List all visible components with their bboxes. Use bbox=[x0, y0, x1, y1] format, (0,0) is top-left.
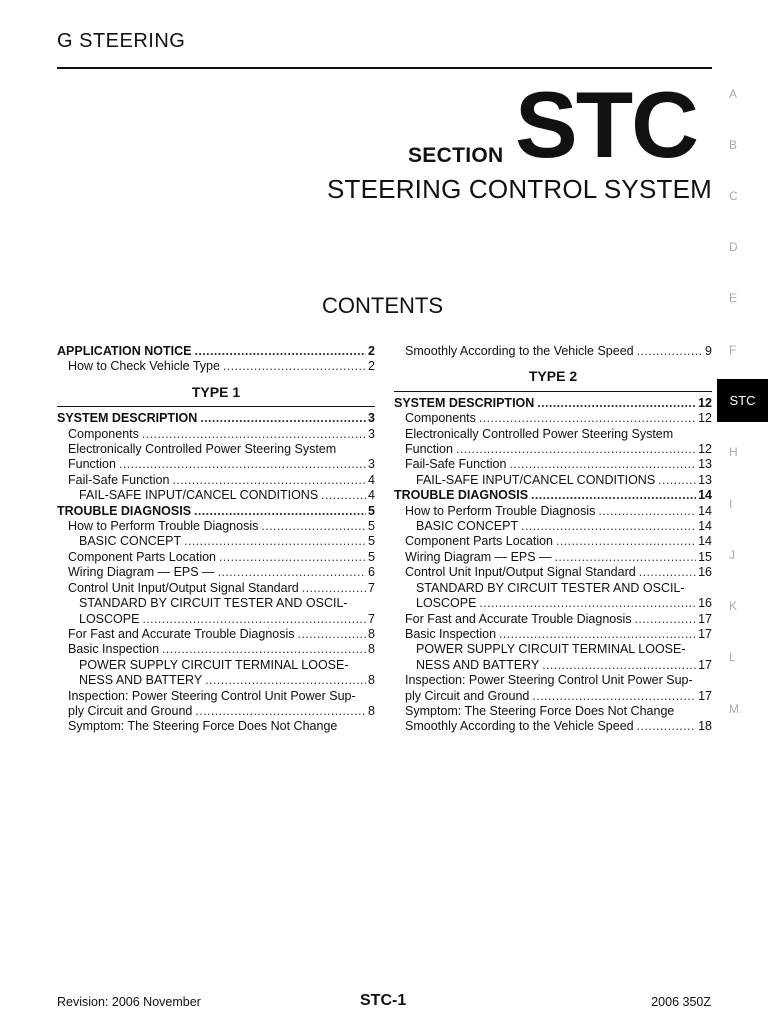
toc-entry-title: LOSCOPE bbox=[79, 611, 140, 626]
toc-page-number: 13 bbox=[698, 457, 712, 472]
toc-left-column bbox=[57, 344, 375, 735]
toc-entry-trouble-diagnosis[interactable] bbox=[394, 488, 712, 503]
toc-page-number: 17 bbox=[698, 688, 712, 703]
toc-entry-how-to-check[interactable] bbox=[57, 359, 375, 374]
leader-dots bbox=[142, 612, 366, 627]
toc-entry-title: BASIC CONCEPT bbox=[416, 519, 519, 534]
toc-entry-power-supply-battery[interactable] bbox=[57, 673, 375, 688]
index-tab-c[interactable]: C bbox=[729, 189, 738, 203]
toc-entry-title: TROUBLE DIAGNOSIS bbox=[394, 488, 529, 503]
leader-dots bbox=[637, 344, 703, 359]
toc-entry-title: BASIC CONCEPT bbox=[79, 534, 182, 549]
toc-entry-title: How to Perform Trouble Diagnosis bbox=[405, 503, 596, 518]
leader-dots bbox=[321, 488, 366, 503]
toc-page-number: 6 bbox=[368, 565, 375, 580]
toc-page-number: 5 bbox=[368, 503, 375, 518]
toc-page-number: 2 bbox=[368, 359, 375, 374]
leader-dots bbox=[499, 627, 696, 642]
toc-page-number: 7 bbox=[368, 580, 375, 595]
toc-entry-application-notice[interactable] bbox=[57, 344, 375, 359]
toc-entry-title: Basic Inspection bbox=[405, 626, 497, 641]
toc-entry-fail-safe-function[interactable] bbox=[57, 473, 375, 488]
leader-dots bbox=[302, 581, 366, 596]
toc-right-column bbox=[394, 344, 712, 735]
toc-entry-title: SYSTEM DESCRIPTION bbox=[394, 395, 535, 410]
toc-entry-how-to-perform[interactable] bbox=[394, 504, 712, 519]
toc-entry-wiring-diagram[interactable] bbox=[394, 550, 712, 565]
section-code: STC bbox=[515, 72, 697, 177]
toc-page-number: 4 bbox=[368, 472, 375, 487]
index-tab-m[interactable]: M bbox=[729, 702, 739, 716]
toc-entry-fail-safe-conditions[interactable] bbox=[57, 488, 375, 503]
toc-entry-title: Control Unit Input/Output Signal Standard bbox=[405, 565, 636, 580]
leader-dots bbox=[261, 519, 366, 534]
toc-entry-title: Fail-Safe Function bbox=[405, 457, 507, 472]
leader-dots bbox=[142, 427, 366, 442]
toc-entry-title: Components bbox=[405, 411, 476, 426]
toc-page-number: 7 bbox=[368, 611, 375, 626]
toc-page-number: 14 bbox=[698, 534, 712, 549]
toc-entry-title: Function bbox=[405, 442, 453, 457]
toc-entry-standard-loscope[interactable] bbox=[394, 596, 712, 611]
toc-entry-system-description[interactable] bbox=[394, 396, 712, 411]
index-tab-a[interactable]: A bbox=[729, 87, 738, 101]
toc-entry-title: Fail-Safe Function bbox=[68, 472, 170, 487]
toc-entry-title: NESS AND BATTERY bbox=[79, 673, 203, 688]
toc-entry-inspection-ground[interactable] bbox=[394, 689, 712, 704]
toc-entry-title: Smoothly According to the Vehicle Speed bbox=[405, 344, 634, 358]
header-divider bbox=[57, 67, 712, 69]
toc-entry-ecps-function[interactable] bbox=[394, 442, 712, 457]
type-heading: TYPE 1 bbox=[57, 385, 375, 407]
toc-page-number: 14 bbox=[698, 503, 712, 518]
toc-entry-inspection-line[interactable]: Inspection: Power Steering Control Unit Power Sup- bbox=[405, 673, 693, 688]
leader-dots bbox=[479, 411, 696, 426]
toc-entry-standard-loscope[interactable] bbox=[57, 612, 375, 627]
toc-entry-title: Component Parts Location bbox=[405, 534, 554, 549]
footer-model: 2006 350Z bbox=[651, 995, 711, 1009]
toc-entry-title: Basic Inspection bbox=[68, 642, 160, 657]
leader-dots bbox=[555, 550, 697, 565]
contents-title: CONTENTS bbox=[322, 293, 443, 318]
toc-entry-title: Function bbox=[68, 457, 116, 472]
toc-page-number: 12 bbox=[698, 411, 712, 426]
toc-entry-title: ply Circuit and Ground bbox=[405, 688, 530, 703]
toc-entry-symptom-speed[interactable] bbox=[394, 719, 712, 734]
toc-entry-basic-inspection[interactable] bbox=[57, 642, 375, 657]
toc-entry-title: FAIL-SAFE INPUT/CANCEL CONDITIONS bbox=[416, 472, 656, 487]
leader-dots bbox=[509, 457, 696, 472]
toc-entry-component-parts[interactable] bbox=[394, 534, 712, 549]
section-name: STEERING CONTROL SYSTEM bbox=[326, 174, 712, 204]
toc-page-number: 5 bbox=[368, 534, 375, 549]
index-tab-f[interactable]: F bbox=[729, 343, 737, 357]
toc-entry-title: Components bbox=[68, 426, 139, 441]
leader-dots bbox=[532, 689, 696, 704]
leader-dots bbox=[456, 442, 696, 457]
toc-entry-title: For Fast and Accurate Trouble Diagnosis bbox=[68, 626, 295, 641]
toc-entry-component-parts[interactable] bbox=[57, 550, 375, 565]
toc-entry-title: FAIL-SAFE INPUT/CANCEL CONDITIONS bbox=[79, 488, 319, 503]
toc-entry-fail-safe-function[interactable] bbox=[394, 457, 712, 472]
leader-dots bbox=[298, 627, 367, 642]
toc-entry-components[interactable] bbox=[394, 411, 712, 426]
footer-revision: Revision: 2006 November bbox=[57, 995, 201, 1009]
toc-entry-components[interactable] bbox=[57, 427, 375, 442]
toc-page-number: 17 bbox=[698, 657, 712, 672]
leader-dots bbox=[542, 658, 696, 673]
index-tab-j[interactable]: J bbox=[729, 548, 735, 562]
toc-page-number: 14 bbox=[698, 488, 712, 503]
toc-entry-title: Control Unit Input/Output Signal Standard bbox=[68, 580, 299, 595]
toc-page-number: 5 bbox=[368, 519, 375, 534]
toc-entry-inspection-ground[interactable] bbox=[57, 704, 375, 719]
toc-page-number: 2 bbox=[368, 344, 375, 358]
toc-entry-inspection-line[interactable]: Inspection: Power Steering Control Unit Power Sup- bbox=[68, 688, 356, 703]
toc-entry-title: Component Parts Location bbox=[68, 549, 217, 564]
manual-group-title: G STEERING bbox=[57, 30, 186, 52]
leader-dots bbox=[184, 534, 366, 549]
toc-page-number: 12 bbox=[698, 395, 712, 410]
toc-entry-ecps-line[interactable]: Electronically Controlled Power Steering System bbox=[68, 442, 337, 457]
toc-page-number: 14 bbox=[698, 519, 712, 534]
toc-entry-how-to-perform[interactable] bbox=[57, 519, 375, 534]
leader-dots bbox=[162, 642, 366, 657]
leader-dots bbox=[219, 550, 366, 565]
toc-page-number: 12 bbox=[698, 442, 712, 457]
toc-entry-title: Wiring Diagram — EPS — bbox=[68, 565, 215, 580]
leader-dots bbox=[223, 359, 366, 374]
type-heading: TYPE 2 bbox=[394, 369, 712, 391]
leader-dots bbox=[598, 504, 696, 519]
toc-entry-basic-inspection[interactable] bbox=[394, 627, 712, 642]
leader-dots bbox=[205, 673, 366, 688]
leader-dots bbox=[172, 473, 366, 488]
toc-page-number: 8 bbox=[368, 642, 375, 657]
footer-page-number: STC-1 bbox=[360, 992, 407, 1009]
leader-dots bbox=[531, 488, 696, 503]
leader-dots bbox=[635, 612, 697, 627]
toc-entry-basic-concept[interactable] bbox=[394, 519, 712, 534]
toc-entry-power-supply-line[interactable]: POWER SUPPLY CIRCUIT TERMINAL LOOSE- bbox=[416, 642, 686, 657]
toc-entry-title: For Fast and Accurate Trouble Diagnosis bbox=[405, 611, 632, 626]
toc-page-number: 16 bbox=[698, 565, 712, 580]
toc-entry-title: ply Circuit and Ground bbox=[68, 703, 193, 718]
leader-dots bbox=[218, 565, 366, 580]
index-tab-h[interactable]: H bbox=[729, 445, 738, 459]
toc-entry-title: How to Perform Trouble Diagnosis bbox=[68, 519, 259, 534]
leader-dots bbox=[637, 719, 696, 734]
leader-dots bbox=[658, 473, 696, 488]
leader-dots bbox=[639, 565, 696, 580]
toc-page-number: 5 bbox=[368, 549, 375, 564]
toc-entry-control-unit-signal[interactable] bbox=[57, 581, 375, 596]
toc-entry-fast-accurate[interactable] bbox=[394, 612, 712, 627]
toc-entry-title: LOSCOPE bbox=[416, 596, 477, 611]
index-tab-i[interactable]: I bbox=[729, 497, 733, 511]
toc-page-number: 18 bbox=[698, 719, 712, 734]
leader-dots bbox=[556, 534, 696, 549]
toc-entry-fast-accurate[interactable] bbox=[57, 627, 375, 642]
leader-dots bbox=[119, 457, 366, 472]
toc-entry-control-unit-signal[interactable] bbox=[394, 565, 712, 580]
toc-entry-standard-line[interactable]: STANDARD BY CIRCUIT TESTER AND OSCIL- bbox=[416, 580, 685, 595]
leader-dots bbox=[200, 411, 366, 426]
leader-dots bbox=[194, 504, 366, 519]
toc-page-number: 4 bbox=[368, 488, 375, 503]
index-tab-e[interactable]: E bbox=[729, 291, 738, 305]
toc-entry-title: TROUBLE DIAGNOSIS bbox=[57, 503, 192, 518]
toc-entry-symptom-line[interactable]: Symptom: The Steering Force Does Not Change bbox=[68, 719, 338, 734]
toc-page-number: 15 bbox=[698, 549, 712, 564]
toc-entry-title: Smoothly According to the Vehicle Speed bbox=[405, 719, 634, 734]
toc-page-number: 3 bbox=[368, 426, 375, 441]
toc-entry-title: APPLICATION NOTICE bbox=[57, 344, 192, 358]
toc-entry-basic-concept[interactable] bbox=[57, 534, 375, 549]
toc-page-number: 17 bbox=[698, 611, 712, 626]
toc-entry-symptom-continued[interactable] bbox=[394, 344, 712, 359]
toc-entry-title: SYSTEM DESCRIPTION bbox=[57, 411, 198, 426]
leader-dots bbox=[195, 704, 366, 719]
toc-page-number: 3 bbox=[368, 411, 375, 426]
toc-page-number: 8 bbox=[368, 703, 375, 718]
index-tab-k[interactable]: K bbox=[729, 599, 738, 613]
toc-entry-title: How to Check Vehicle Type bbox=[68, 359, 220, 374]
toc-entry-title: NESS AND BATTERY bbox=[416, 657, 540, 672]
toc-page-number: 8 bbox=[368, 673, 375, 688]
index-tab-l[interactable]: L bbox=[729, 650, 736, 664]
toc-entry-power-supply-line[interactable]: POWER SUPPLY CIRCUIT TERMINAL LOOSE- bbox=[79, 657, 349, 672]
toc-entry-ecps-line[interactable]: Electronically Controlled Power Steering System bbox=[405, 426, 674, 441]
toc-entry-fail-safe-conditions[interactable] bbox=[394, 473, 712, 488]
index-tab-stc-active[interactable]: STC bbox=[717, 379, 768, 422]
toc-entry-title: Wiring Diagram — EPS — bbox=[405, 549, 552, 564]
toc-page-number: 8 bbox=[368, 626, 375, 641]
toc-entry-symptom-line[interactable]: Symptom: The Steering Force Does Not Change bbox=[405, 703, 675, 718]
toc-page-number: 13 bbox=[698, 472, 712, 487]
toc-page-number: 3 bbox=[368, 457, 375, 472]
toc-page-number: 16 bbox=[698, 596, 712, 611]
leader-dots bbox=[195, 344, 367, 359]
index-tab-b[interactable]: B bbox=[729, 138, 738, 152]
toc-entry-trouble-diagnosis[interactable] bbox=[57, 504, 375, 519]
index-tab-d[interactable]: D bbox=[729, 240, 738, 254]
toc-page-number: 9 bbox=[705, 344, 712, 358]
toc-entry-power-supply-battery[interactable] bbox=[394, 658, 712, 673]
toc-entry-wiring-diagram[interactable] bbox=[57, 565, 375, 580]
toc-entry-system-description[interactable] bbox=[57, 411, 375, 426]
leader-dots bbox=[537, 396, 696, 411]
toc-page-number: 17 bbox=[698, 626, 712, 641]
toc-entry-ecps-function[interactable] bbox=[57, 457, 375, 472]
section-label: SECTION bbox=[408, 144, 504, 167]
leader-dots bbox=[521, 519, 696, 534]
leader-dots bbox=[479, 596, 696, 611]
toc-entry-standard-line[interactable]: STANDARD BY CIRCUIT TESTER AND OSCIL- bbox=[79, 596, 348, 611]
